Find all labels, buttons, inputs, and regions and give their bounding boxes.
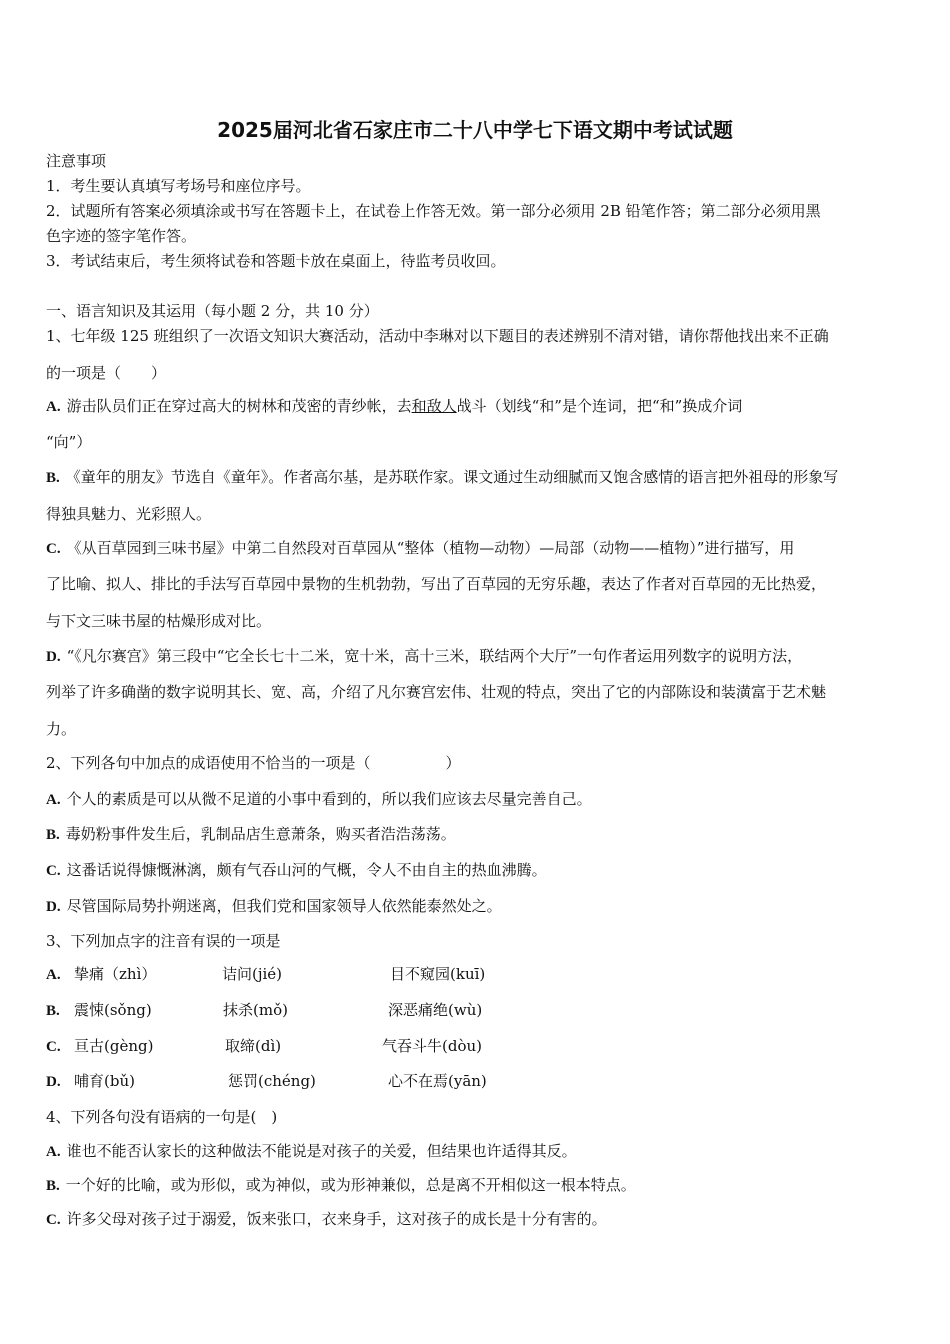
option-item: 气吞斗牛(dòu) [382,1037,482,1055]
option-text: “《凡尔赛宫》第三段中“它全长七十二米，宽十米，高十三米，联结两个大厅”一句作者运用列数字的说明方法， [66,647,803,665]
option-b [46,1175,636,1196]
page-title: 2025届河北省石家庄市二十八中学七下语文期中考试试题 [217,118,733,142]
option-a [46,396,742,417]
option-text: 了比喻、拟人、排比的手法写百草园中景物的生机勃勃，写出了百草园的无穷乐趣，表达了作者对百草园的无比热爱， [46,575,827,593]
option-letter: B. [46,1003,60,1019]
question-stem: 1、七年级 125 班组织了一次语文知识大赛活动，活动中李琳对以下题目的表述辨别不清对错，请你帮他找出来不正确 [46,327,829,345]
option-item: 亘古(gèng) [74,1037,154,1055]
option-text: 谁也不能否认家长的这种做法不能说是对孩子的关爱，但结果也许适得其反。 [66,1142,577,1160]
option-c [46,1209,607,1230]
option-text: 战斗（划线“和”是个连词，把“和”换成介词 [456,397,743,415]
option-text: 与下文三味书屋的枯燥形成对比。 [46,612,272,630]
option-item: 取缔(dì) [225,1037,282,1055]
option-d [46,646,802,667]
option-letter: B. [46,1178,60,1194]
option-text: 毒奶粉事件发生后，乳制品店生意萧条，购买者浩浩荡荡。 [65,825,456,843]
option-item: 惩罚(chéng) [228,1072,316,1090]
question-stem: 的一项是（ ） [46,364,167,382]
option-item: 诘问(jié) [222,965,283,983]
question-stem: 2、下列各句中加点的成语使用不恰当的一项是（ ） [46,754,461,772]
option-letter: C. [46,1039,61,1055]
option-item: 震悚(sǒng) [74,1001,152,1019]
question-stem: 4、下列各句没有语病的一句是( ) [46,1108,278,1126]
option-text: 力。 [46,720,77,738]
option-a [46,964,546,985]
underlined-text: 和敌人 [411,397,457,415]
option-letter: D. [46,649,61,665]
option-letter: A. [46,792,61,808]
option-text: 许多父母对孩子过于溺爱，饭来张口，衣来身手，这对孩子的成长是十分有害的。 [66,1210,607,1228]
option-letter: D. [46,899,61,915]
option-d [46,896,502,917]
option-text: 《从百草园到三味书屋》中第二自然段对百草园从“整体（植物—动物）—局部（动物——植物）”进行描写，用 [66,539,795,557]
option-b [46,824,456,845]
option-text: 游击队员们正在穿过高大的树林和茂密的青纱帐，去 [66,397,412,415]
option-c [46,538,794,559]
option-c [46,1036,546,1057]
option-text: 尽管国际局势扑朔迷离，但我们党和国家领导人依然能泰然处之。 [66,897,502,915]
option-letter: C. [46,541,61,557]
option-letter: C. [46,863,61,879]
option-d [46,1071,546,1092]
option-item: 抹杀(mǒ) [223,1001,288,1019]
option-letter: B. [46,827,60,843]
option-a [46,789,592,810]
option-b [46,1000,546,1021]
notice-item: 3．考试结束后，考生须将试卷和答题卡放在桌面上，待监考员收回。 [46,252,506,270]
option-letter: A. [46,399,61,415]
notice-item: 1．考生要认真填写考场号和座位序号。 [46,177,311,195]
option-letter: A. [46,1144,61,1160]
notice-item: 色字迹的签字笔作答。 [46,227,197,245]
option-text: 列举了许多确凿的数字说明其长、宽、高，介绍了凡尔赛宫宏伟、壮观的特点，突出了它的内部陈设和装潢富于艺术魅 [46,683,827,701]
option-letter: B. [46,470,60,486]
option-text: “向”） [46,433,92,451]
option-b [46,467,838,488]
option-item: 哺育(bǔ) [74,1072,135,1090]
option-item: 目不窥园(kuī) [390,965,486,983]
option-text: 得独具魅力、光彩照人。 [46,505,212,523]
option-a [46,1141,577,1162]
option-letter: D. [46,1074,61,1090]
option-text: 一个好的比喻，或为形似，或为神似，或为形神兼似，总是离不开相似这一根本特点。 [65,1176,636,1194]
option-text: 《童年的朋友》节选自《童年》。作者高尔基，是苏联作家。课文通过生动细腻而又饱含感情的语言把外祖母的形象写 [65,468,839,486]
option-letter: C. [46,1212,61,1228]
option-text: 这番话说得慷慨淋漓，颇有气吞山河的气概，令人不由自主的热血沸腾。 [66,861,547,879]
option-letter: A. [46,967,61,983]
notice-item: 2．试题所有答案必须填涂或书写在答题卡上，在试卷上作答无效。第一部分必须用 2B 铅笔作答；第二部分必须用黑 [46,202,821,220]
section-heading: 一、语言知识及其运用（每小题 2 分，共 10 分） [46,302,379,320]
notice-heading: 注意事项 [46,152,107,170]
option-text: 个人的素质是可以从微不足道的小事中看到的，所以我们应该去尽量完善自己。 [66,790,592,808]
option-item: 深恶痛绝(wù) [388,1001,483,1019]
question-stem: 3、下列加点字的注音有误的一项是 [46,932,281,950]
option-item: 挚痛（zhì） [74,965,157,983]
option-item: 心不在焉(yān) [388,1072,487,1090]
option-c [46,860,547,881]
